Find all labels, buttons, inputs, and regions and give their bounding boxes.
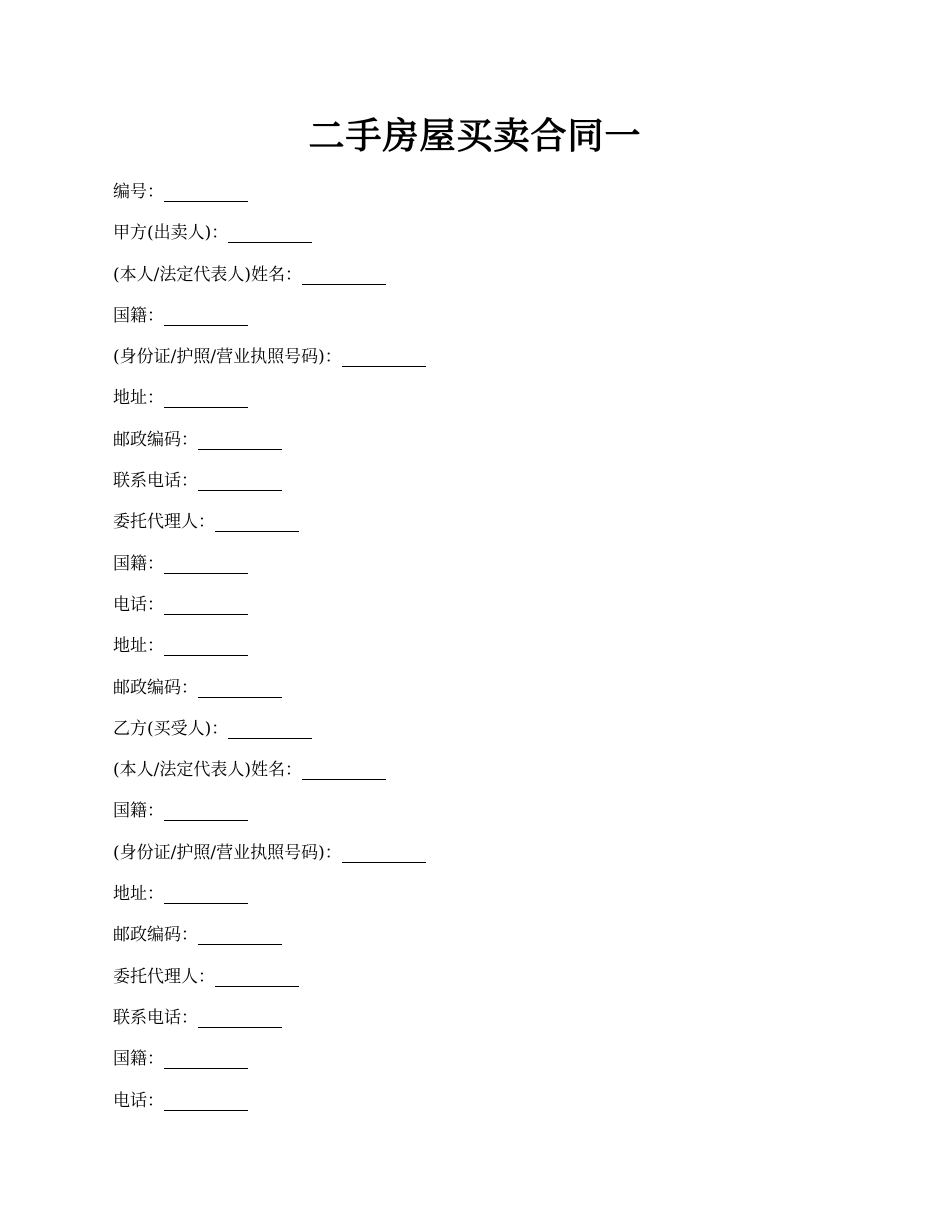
- field-label: 国籍：: [113, 1049, 164, 1070]
- field-seller-agent-phone: [113, 591, 833, 632]
- field-blank[interactable]: [342, 842, 426, 863]
- field-buyer-address: [113, 880, 833, 921]
- field-seller-nationality: [113, 302, 833, 343]
- field-label: 邮政编码：: [113, 677, 198, 698]
- field-blank[interactable]: [164, 553, 248, 574]
- field-blank[interactable]: [164, 1090, 248, 1111]
- field-buyer-phone: [113, 1004, 833, 1045]
- field-label: 邮政编码：: [113, 429, 198, 450]
- field-label: 委托代理人：: [113, 966, 215, 987]
- field-buyer-postcode: [113, 921, 833, 962]
- field-blank[interactable]: [164, 594, 248, 615]
- field-label: 委托代理人：: [113, 512, 215, 533]
- field-blank[interactable]: [228, 718, 312, 739]
- field-buyer-agent-phone: [113, 1087, 833, 1128]
- field-buyer-id-number: [113, 839, 833, 880]
- field-label: (身份证/护照/营业执照号码)：: [113, 347, 342, 368]
- field-blank[interactable]: [302, 759, 386, 780]
- field-label: (身份证/护照/营业执照号码)：: [113, 842, 342, 863]
- field-buyer-agent-nationality: [113, 1045, 833, 1086]
- field-label: 国籍：: [113, 801, 164, 822]
- field-blank[interactable]: [228, 222, 312, 243]
- field-seller-agent-postcode: [113, 674, 833, 715]
- field-label: 国籍：: [113, 553, 164, 574]
- field-seller-postcode: [113, 426, 833, 467]
- field-label: 乙方(买受人)：: [113, 718, 229, 739]
- field-label: (本人/法定代表人)姓名：: [113, 760, 302, 781]
- field-blank[interactable]: [164, 635, 248, 656]
- field-blank[interactable]: [164, 800, 248, 821]
- field-seller-agent-nationality: [113, 550, 833, 591]
- field-blank[interactable]: [164, 305, 248, 326]
- field-label: 电话：: [113, 594, 164, 615]
- field-seller-address: [113, 384, 833, 425]
- field-label: 联系电话：: [113, 1007, 198, 1028]
- field-blank[interactable]: [198, 429, 282, 450]
- field-label: 地址：: [113, 636, 164, 657]
- field-blank[interactable]: [215, 966, 299, 987]
- field-blank[interactable]: [198, 677, 282, 698]
- field-party-b: [113, 715, 833, 756]
- field-seller-agent: [113, 508, 833, 549]
- field-label: 电话：: [113, 1090, 164, 1111]
- document-title: 二手房屋买卖合同一: [308, 115, 642, 157]
- field-label: 编号：: [113, 182, 164, 202]
- field-blank[interactable]: [215, 511, 299, 532]
- field-label: (本人/法定代表人)姓名：: [113, 264, 302, 285]
- field-label: 地址：: [113, 884, 164, 905]
- field-blank[interactable]: [198, 1007, 282, 1028]
- field-blank[interactable]: [164, 1048, 248, 1069]
- field-buyer-agent: [113, 963, 833, 1004]
- field-seller-name: [113, 261, 833, 302]
- field-label: 国籍：: [113, 305, 164, 326]
- field-blank[interactable]: [342, 346, 426, 367]
- field-seller-id-number: [113, 343, 833, 384]
- field-blank[interactable]: [198, 924, 282, 945]
- field-blank[interactable]: [164, 883, 248, 904]
- field-label: 联系电话：: [113, 471, 198, 492]
- field-buyer-name: [113, 756, 833, 797]
- contract-fields: [113, 178, 833, 1128]
- field-label: 邮政编码：: [113, 925, 198, 946]
- field-blank[interactable]: [302, 264, 386, 285]
- field-contract-number: [113, 178, 833, 219]
- field-blank[interactable]: [198, 470, 282, 491]
- field-blank[interactable]: [164, 387, 248, 408]
- field-label: 甲方(出卖人)：: [113, 223, 229, 244]
- field-seller-agent-address: [113, 632, 833, 673]
- field-party-a: [113, 219, 833, 260]
- field-seller-phone: [113, 467, 833, 508]
- field-buyer-nationality: [113, 797, 833, 838]
- field-blank[interactable]: [164, 181, 248, 202]
- field-label: 地址：: [113, 388, 164, 409]
